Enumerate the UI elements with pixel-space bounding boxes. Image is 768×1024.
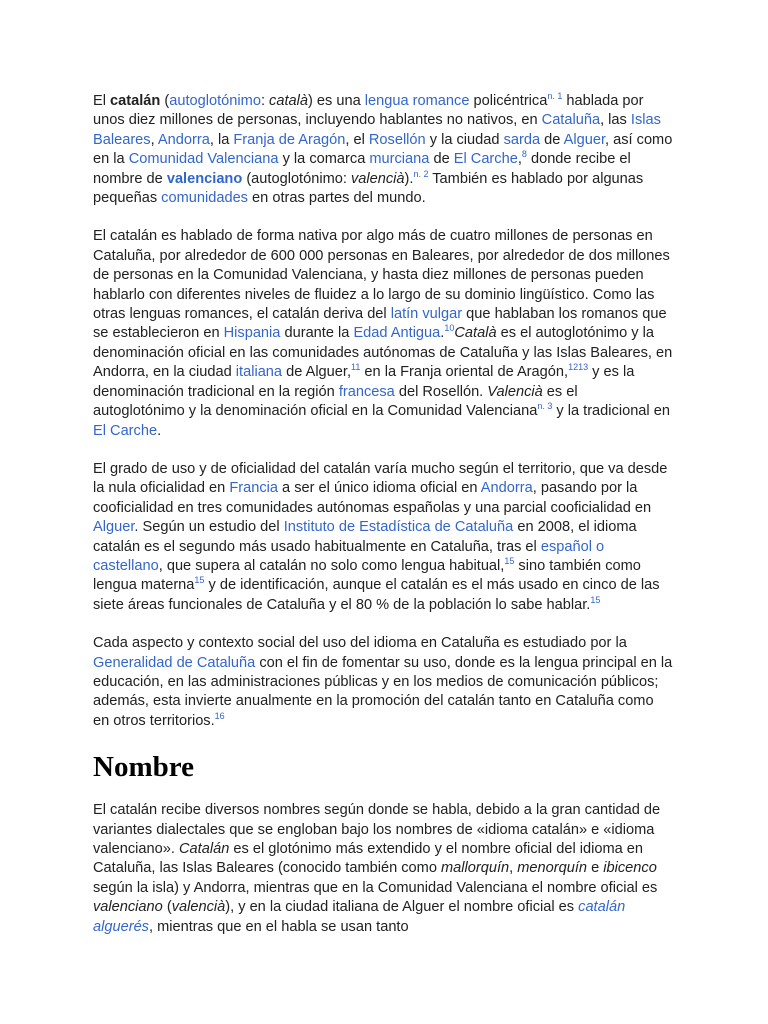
wiki-link[interactable]: Instituto de Estadística de Cataluña — [283, 519, 514, 536]
wiki-link[interactable]: italiana — [235, 364, 283, 381]
wiki-link[interactable]: murciana — [369, 151, 430, 168]
paragraph-speakers — [93, 227, 673, 440]
section-heading-nombre: Nombre — [93, 751, 194, 784]
wiki-link[interactable]: Islas Baleares — [93, 112, 661, 148]
text-run: , mientras que en el habla se usan tanto — [148, 918, 409, 935]
text-run: y es la denominación tradicional en la región — [93, 364, 635, 400]
text-run: . — [157, 422, 162, 439]
text-run: de — [429, 151, 454, 168]
paragraph-officiality — [93, 460, 673, 615]
wiki-link[interactable]: catalán alguerés — [93, 899, 626, 935]
text-run: ). — [404, 170, 414, 187]
bold-text: catalán — [110, 93, 161, 109]
wiki-link[interactable]: comunidades — [161, 190, 248, 207]
reference-link[interactable]: 15 — [194, 575, 205, 586]
text-run: (autoglotónimo: — [242, 170, 351, 187]
wiki-link[interactable]: Rosellón — [368, 131, 426, 148]
italic-text: menorquín — [517, 860, 588, 877]
text-run: del Rosellón. — [394, 383, 488, 400]
wiki-link[interactable]: latín vulgar — [390, 306, 463, 323]
paragraph-intro — [93, 92, 673, 208]
text-run: en la Franja oriental de Aragón, — [360, 364, 569, 381]
italic-text: ibicenco — [603, 860, 657, 877]
reference-sup — [444, 324, 454, 334]
reference-sup — [504, 556, 514, 566]
text-run: , — [517, 151, 522, 168]
wiki-link[interactable]: Alguer — [563, 131, 606, 148]
reference-link[interactable]: n. 1 — [547, 91, 563, 102]
wiki-link[interactable]: valenciano — [166, 170, 243, 187]
text-run: El catalán recibe diversos nombres según donde se habla, debido a la gran cantidad de variantes dialectales que se engloban bajo los nombres de «idioma catalán» e «idioma valenciano». — [93, 802, 661, 857]
reference-sup — [194, 575, 204, 585]
reference-link[interactable]: 8 — [521, 149, 527, 160]
italic-text: català — [269, 93, 308, 109]
reference-sup — [568, 362, 588, 372]
wiki-link[interactable]: lengua romance — [364, 93, 470, 109]
wiki-link[interactable]: Francia — [229, 480, 278, 497]
text-run: , el — [345, 131, 369, 148]
italic-text: valenciano — [93, 899, 163, 916]
reference-link[interactable]: 1213 — [568, 362, 589, 373]
reference-link[interactable]: 15 — [504, 556, 515, 567]
text-run: , que supera al catalán no solo como lengua habitual, — [158, 557, 505, 574]
wiki-link[interactable]: Cataluña — [541, 112, 601, 129]
reference-link[interactable]: 10 — [444, 323, 455, 334]
text-run: , — [150, 131, 158, 148]
reference-sup — [413, 169, 428, 179]
text-run: , así como en la — [93, 131, 673, 168]
italic-text: mallorquín — [441, 860, 510, 877]
reference-sup — [215, 711, 225, 721]
text-run: , — [509, 860, 518, 877]
text-run: . — [440, 325, 445, 342]
wiki-link[interactable]: Andorra — [157, 131, 210, 148]
text-run: Cada aspecto y contexto social del uso del idioma en Cataluña es estudiado por la — [93, 635, 627, 652]
wiki-link[interactable]: autoglotónimo — [169, 93, 261, 109]
text-run: que hablaban los romanos que se establecieron en — [93, 306, 667, 342]
text-run: es el autoglotónimo y la denominación oficial en la Comunidad Valenciana — [93, 383, 578, 420]
text-run: en otras partes del mundo. — [247, 190, 426, 207]
reference-sup — [351, 362, 360, 372]
text-run: policéntrica — [469, 93, 548, 109]
text-run: ( — [162, 899, 172, 916]
reference-link[interactable]: n. 2 — [413, 168, 429, 179]
reference-link[interactable]: 15 — [590, 594, 601, 605]
text-run: ( — [160, 93, 170, 109]
text-run: y la ciudad — [425, 131, 504, 148]
text-run: con el fin de fomentar su uso, donde es la lengua principal en la educación, en las administraciones públicas y en los medios de comunicación públicos; además, esta invierte anualmente en la promoción del catalán tanto en Cataluña como en otros territorios. — [93, 654, 673, 729]
reference-link[interactable]: n. 3 — [537, 401, 553, 412]
text-run: También es hablado por algunas pequeñas — [93, 170, 644, 207]
italic-text: Valencià — [487, 383, 543, 400]
text-run: y de identificación, aunque el catalán es el más usado en cinco de las siete áreas funcionales de Cataluña y el 80 % de la población lo sabe hablar. — [93, 577, 660, 613]
text-run: en 2008, el idioma catalán es el segundo más usado habitualmente en Cataluña, tras el — [93, 519, 637, 555]
text-run: , las — [600, 112, 631, 129]
wiki-link[interactable]: El Carche — [93, 422, 158, 439]
text-run: hablada por unos diez millones de personas, incluyendo hablantes no nativos, en — [93, 93, 644, 129]
wiki-link[interactable]: Comunidad Valenciana — [128, 151, 279, 168]
text-run: , la — [209, 131, 234, 148]
text-run: a ser el único idioma oficial en — [277, 480, 481, 497]
wiki-link[interactable]: Edad Antigua — [353, 325, 441, 342]
wiki-link[interactable]: El Carche — [453, 151, 518, 168]
text-run: sino también como lengua materna — [93, 557, 641, 594]
text-run: donde recibe el nombre de — [93, 151, 631, 187]
italic-text: Català — [454, 325, 497, 342]
reference-link[interactable]: 16 — [214, 710, 225, 721]
text-run: es el glotónimo más extendido y el nombre oficial del idioma en Cataluña, las Islas Baleares (conocido también como — [93, 841, 644, 877]
reference-link[interactable]: 11 — [351, 362, 361, 373]
wiki-link[interactable]: francesa — [338, 383, 395, 400]
text-run: y la tradicional en — [552, 403, 670, 420]
wiki-link[interactable]: Generalidad de Cataluña — [93, 654, 256, 671]
reference-sup — [537, 401, 552, 411]
text-run: ) es una — [308, 93, 365, 109]
text-run: es el autoglotónimo y la denominación oficial en las comunidades autónomas de Cataluña y las Islas Baleares, en Andorra, en la ciudad — [93, 325, 673, 381]
italic-text: valencià — [171, 899, 226, 916]
text-run: El — [93, 93, 111, 109]
text-run: e — [587, 860, 604, 877]
text-run: según la isla) y Andorra, mientras que en la Comunidad Valenciana el nombre oficial es — [93, 879, 658, 896]
text-run: . Según un estudio del — [134, 519, 284, 536]
wiki-link[interactable]: sarda — [503, 131, 541, 148]
wiki-link[interactable]: Andorra — [480, 480, 533, 497]
text-run: durante la — [280, 325, 354, 342]
text-run: : — [260, 93, 270, 109]
text-run: El grado de uso y de oficialidad del catalán varía mucho según el territorio, que va desde la nula oficialidad en — [93, 460, 668, 497]
text-run: de — [540, 131, 564, 148]
article-body — [93, 92, 673, 956]
text-run: de Alguer, — [282, 364, 352, 381]
text-run: ), y en la ciudad italiana de Alguer el nombre oficial es — [225, 899, 579, 916]
text-run: El catalán es hablado de forma nativa por algo más de cuatro millones de personas en Cataluña, por alrededor de 600 000 personas en Baleares, por alrededor de dos millones de personas en la Comunidad Valenciana, y hasta diez millones de personas pueden hablarlo con diferentes niveles de fluidez a lo largo de su dominio lingüístico. Como las otras lenguas romances, el catalán deriva del — [93, 228, 670, 323]
reference-sup — [590, 595, 600, 605]
wiki-link[interactable]: Franja de Aragón — [233, 131, 346, 148]
wiki-link[interactable]: Alguer — [93, 519, 135, 536]
italic-text: valencià — [350, 170, 405, 187]
text-run: , pasando por la cooficialidad en tres comunidades autónomas españolas y una parcial cooficialidad en — [93, 480, 652, 516]
italic-text: Catalán — [179, 841, 230, 857]
paragraph-promotion — [93, 634, 673, 731]
wiki-link[interactable]: Hispania — [223, 325, 281, 342]
paragraph-names — [93, 801, 673, 937]
text-run: y la comarca — [278, 151, 370, 168]
reference-sup — [547, 91, 562, 101]
wiki-link[interactable]: español o castellano — [93, 538, 605, 574]
